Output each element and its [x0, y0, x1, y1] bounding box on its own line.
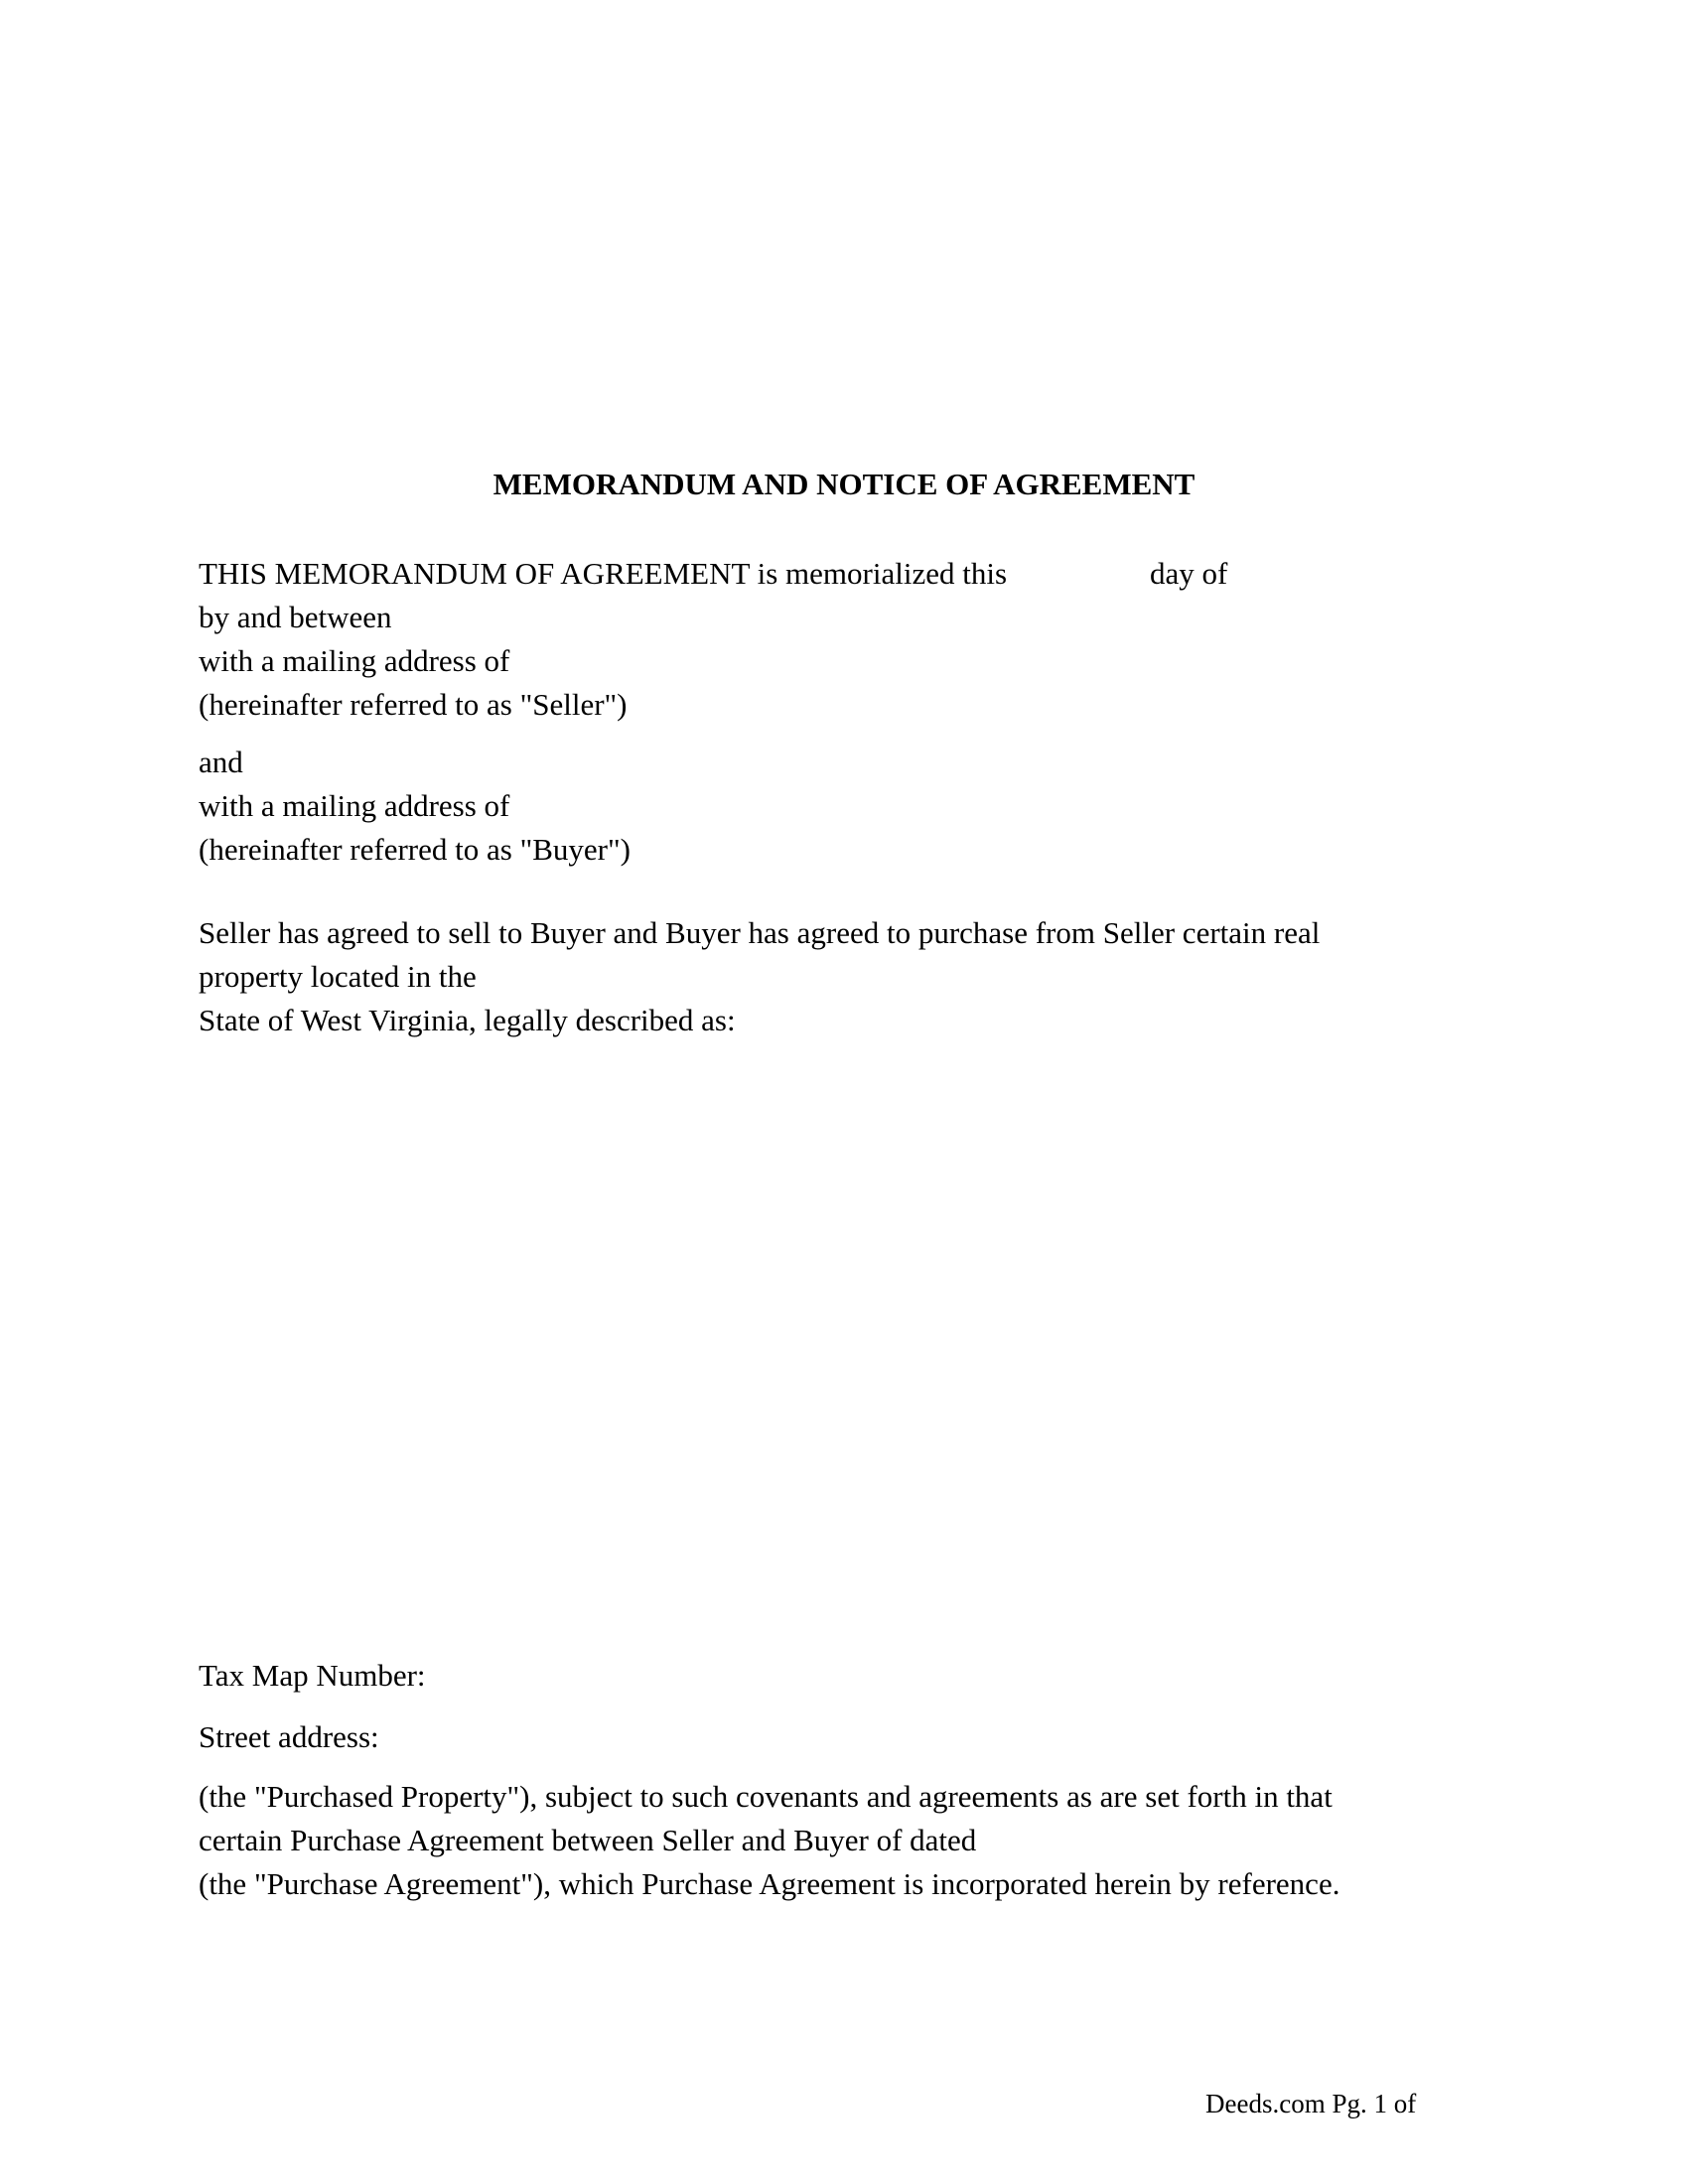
property-line-1: Seller has agreed to sell to Buyer and Buyer has agreed to purchase from Seller certain real	[199, 915, 1321, 950]
intro-line-4: (hereinafter referred to as "Seller")	[199, 687, 628, 722]
tax-map-label: Tax Map Number:	[199, 1658, 426, 1693]
purchased-line-1: (the "Purchased Property"), subject to such covenants and agreements as are set forth in that	[199, 1779, 1333, 1814]
purchased-line-2: certain Purchase Agreement between Seller and Buyer of dated	[199, 1823, 977, 1857]
property-line-3: State of West Virginia, legally described as:	[199, 1003, 736, 1037]
intro-day-of: day of	[1150, 556, 1228, 591]
buyer-line-1: and	[199, 745, 243, 779]
street-address-label: Street address:	[199, 1719, 379, 1754]
purchased-line-3: (the "Purchase Agreement"), which Purchase Agreement is incorporated herein by reference.	[199, 1866, 1340, 1901]
intro-line-3: with a mailing address of	[199, 643, 510, 678]
property-line-2: property located in the	[199, 959, 477, 994]
buyer-line-3: (hereinafter referred to as "Buyer")	[199, 832, 631, 867]
document-title: MEMORANDUM AND NOTICE OF AGREEMENT	[492, 467, 1196, 501]
buyer-line-2: with a mailing address of	[199, 788, 510, 823]
intro-line-1: THIS MEMORANDUM OF AGREEMENT is memorialized this	[199, 556, 1008, 591]
page-footer: Deeds.com Pg. 1 of	[1205, 2089, 1417, 2118]
intro-line-2: by and between	[199, 600, 392, 634]
